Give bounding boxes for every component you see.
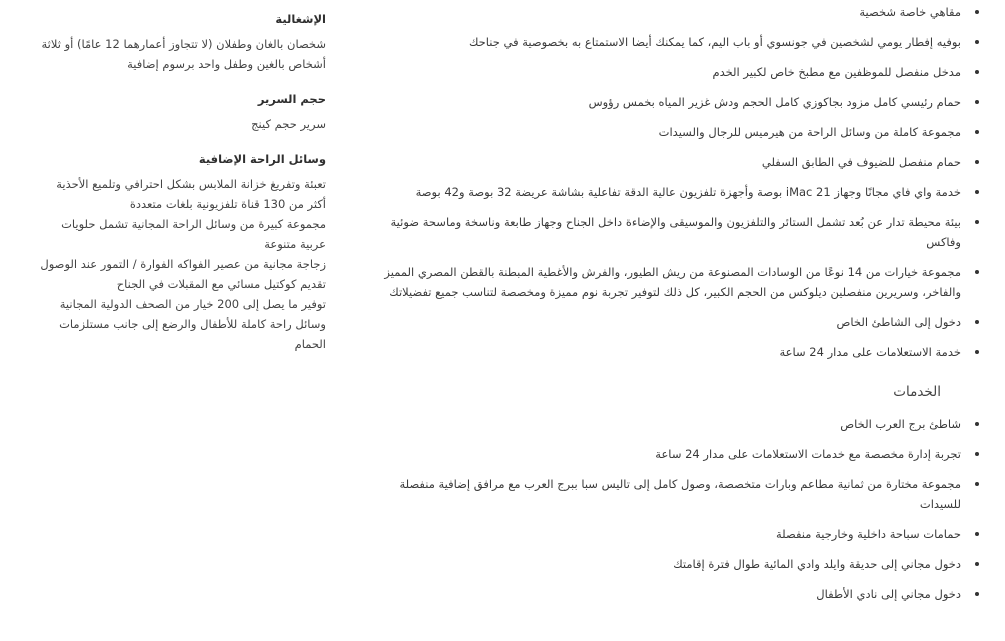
list-item: شاطئ برج العرب الخاص xyxy=(381,414,981,434)
list-item: بيئة محيطة تدار عن بُعد تشمل الستائر والتلفزيون والموسيقى والإضاءة داخل الجناح وجهاز طابعة وناسخة وماسحة ضوئية وفاكس xyxy=(381,212,981,252)
list-item: دخول إلى الشاطئ الخاص xyxy=(381,312,981,332)
list-item: أكثر من 130 قناة تلفزيونية بلغات متعددة xyxy=(129,197,326,211)
list-item: حمامات سباحة داخلية وخارجية منفصلة xyxy=(381,524,981,544)
list-item: حمام رئيسي كامل مزود بجاكوزي كامل الحجم ودش غزير المياه بخمس رؤوس xyxy=(381,92,981,112)
occupancy-text: شخصان بالغان وطفلان (لا تتجاوز أعمارهما 12 عامًا) أو ثلاثة أشخاص بالغين وطفل واحد برسوم إضافية xyxy=(41,37,326,71)
list-item: مدخل منفصل للموظفين مع مطبخ خاص لكبير الخدم xyxy=(381,62,981,82)
list-item: دخول مجاني إلى حديقة وايلد وادي المائية طوال فترة إقامتك xyxy=(381,554,981,574)
list-item: حمام منفصل للضيوف في الطابق السفلي xyxy=(381,152,981,172)
list-item: تعبئة وتفريغ خزانة الملابس بشكل احترافي وتلميع الأحذية xyxy=(56,177,326,191)
list-item: تجربة إدارة مخصصة مع خدمات الاستعلامات على مدار 24 ساعة xyxy=(381,444,981,464)
extra-amenities-block xyxy=(34,150,326,354)
bed-size-text: سرير حجم كينج xyxy=(251,117,326,131)
bed-size-block xyxy=(34,90,326,134)
list-item: توفير ما يصل إلى 200 خيار من الصحف الدولية المجانية xyxy=(59,297,326,311)
list-item: مجموعة كبيرة من وسائل الراحة المجانية تشمل حلويات عربية متنوعة xyxy=(61,217,326,251)
list-item: بوفيه إفطار يومي لشخصين في جونسوي أو باب اليم، كما يمكنك أيضا الاستمتاع به بخصوصية في جناحك xyxy=(381,32,981,52)
features-list xyxy=(381,2,981,362)
list-item: وسائل راحة كاملة للأطفال والرضع إلى جانب مستلزمات الحمام xyxy=(59,317,326,351)
bed-size-heading: حجم السرير xyxy=(257,92,326,106)
list-item: مجموعة خيارات من 14 نوعًا من الوسادات المصنوعة من ريش الطيور، والفرش والأغطية المبطنة بالقطن المصري المميز والفاخر، وسريرين منفصلين ديلوكس من الحجم الكبير، كل ذلك لتوفير تجربة نوم مميزة ومخصصة لتناسب جميع تفضيلاتك xyxy=(381,262,981,302)
services-title: الخدمات xyxy=(893,384,941,400)
occupancy-block xyxy=(34,10,326,74)
suite-details-sidebar xyxy=(34,10,326,370)
list-item: مجموعة مختارة من ثمانية مطاعم وبارات متخصصة، وصول كامل إلى تاليس سبا ببرج العرب مع مرافق إضافية منفصلة للسيدات xyxy=(381,474,981,514)
list-item: خدمة واي فاي مجانًا وجهاز iMac 21 بوصة وأجهزة تلفزيون عالية الدقة تفاعلية بشاشة عريضة 32 بوصة و42 بوصة xyxy=(381,182,981,202)
extra-amenities-list xyxy=(34,174,326,354)
list-item: مجموعة كاملة من وسائل الراحة من هيرميس للرجال والسيدات xyxy=(381,122,981,142)
list-item: دخول مجاني إلى نادي الأطفال xyxy=(381,584,981,604)
extra-amenities-heading: وسائل الراحة الإضافية xyxy=(198,152,326,166)
list-item: زجاجة مجانية من عصير الفواكه الفوارة / التمور عند الوصول xyxy=(40,257,326,271)
list-item: تقديم كوكتيل مسائي مع المقبلات في الجناح xyxy=(116,277,326,291)
suite-features-column xyxy=(381,2,981,614)
list-item: خدمة الاستعلامات على مدار 24 ساعة xyxy=(381,342,981,362)
occupancy-heading: الإشغالية xyxy=(275,12,326,26)
list-item: مقاهي خاصة شخصية xyxy=(381,2,981,22)
services-list xyxy=(381,414,981,604)
